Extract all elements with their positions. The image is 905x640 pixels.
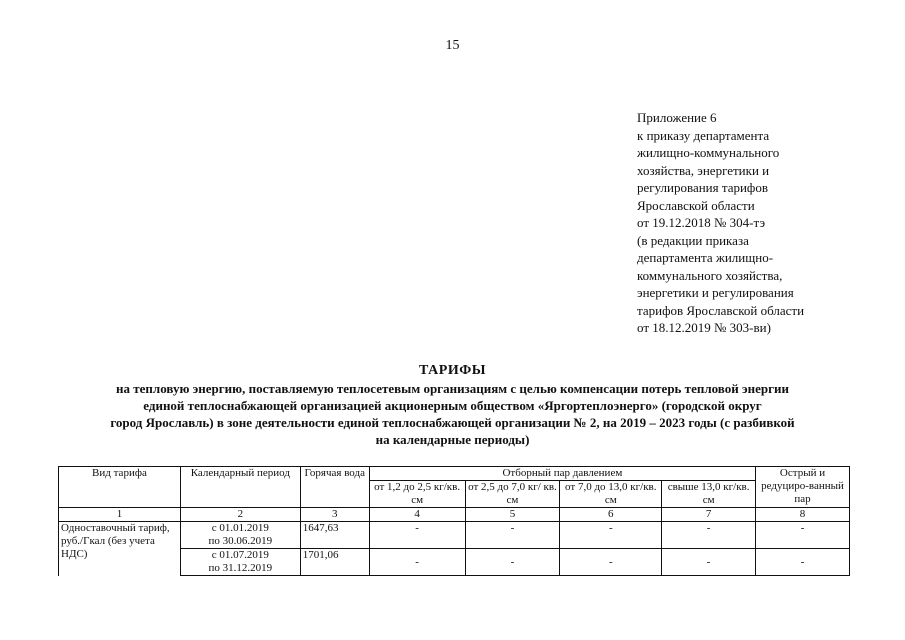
header-steam-4: свыше 13,0 кг/кв. см [662, 481, 756, 508]
title-main: ТАРИФЫ [419, 363, 486, 378]
hot-water-value: 1647,63 [300, 522, 369, 549]
column-number: 6 [560, 508, 662, 522]
title-line: единой теплоснабжающей организацией акционерным обществом «Яргортеплоэнерго» (городской округ [143, 398, 762, 413]
header-steam-group: Отборный пар давлением [369, 467, 755, 481]
column-number: 4 [369, 508, 465, 522]
annex-line: Ярославской области [637, 197, 755, 213]
title-line: на тепловую энергию, поставляемую теплосетевым организациям с целью компенсации потерь тепловой энергии [116, 381, 789, 396]
column-number-row [59, 508, 850, 522]
period-to: по 31.12.2019 [208, 562, 273, 574]
column-number: 3 [300, 508, 369, 522]
header-period: Календарный период [180, 467, 300, 508]
period-from: с 01.07.2019 [211, 549, 269, 561]
steam-4-value: - [662, 549, 756, 576]
column-number: 1 [59, 508, 181, 522]
title-line: на календарные периоды) [375, 432, 530, 447]
annex-line: департамента жилищно- [637, 250, 774, 265]
steam-3-value: - [560, 549, 662, 576]
column-number: 2 [180, 508, 300, 522]
steam-1-value: - [369, 549, 465, 576]
annex-line: к приказу департамента [637, 127, 770, 143]
period-cell [180, 522, 300, 549]
annex-line: регулирования тарифов [637, 180, 768, 195]
steam-3-value: - [560, 522, 662, 549]
title-line: город Ярославль) в зоне деятельности единой теплоснабжающей организации № 2, на 2019 – 2023 годы (с разбивкой [110, 415, 795, 430]
table-row [59, 522, 850, 549]
period-from: с 01.01.2019 [211, 522, 269, 534]
column-number: 5 [465, 508, 560, 522]
steam-1-value: - [369, 522, 465, 549]
header-steam-3: от 7,0 до 13,0 кг/кв. см [560, 481, 662, 508]
period-cell [180, 549, 300, 576]
header-hot-water: Горячая вода [300, 467, 369, 508]
annex-line: (в редакции приказа [637, 232, 749, 248]
steam-2-value: - [465, 549, 560, 576]
tariff-name: Одноставочный тариф, руб./Гкал (без учета НДС) [59, 522, 181, 576]
steam-4-value: - [662, 522, 756, 549]
annex-line: жилищно-коммунального [637, 145, 780, 160]
steam-2-value: - [465, 522, 560, 549]
annex-line: энергетики и регулирования [637, 285, 794, 300]
tariff-table [58, 466, 850, 576]
sharp-steam-value: - [756, 549, 850, 576]
sharp-steam-value: - [756, 522, 850, 549]
page-number: 15 [445, 38, 460, 53]
annex-line: от 18.12.2019 № 303-ви) [637, 320, 771, 335]
document-title [40, 362, 865, 448]
column-number: 7 [662, 508, 756, 522]
annex-line: тарифов Ярославской области [637, 302, 805, 318]
header-steam-1: от 1,2 до 2,5 кг/кв. см [369, 481, 465, 508]
annex-line: от 19.12.2018 № 304-тэ [637, 215, 766, 230]
annex-block [637, 109, 877, 337]
header-tariff-type: Вид тарифа [59, 467, 181, 508]
column-number: 8 [756, 508, 850, 522]
hot-water-value: 1701,06 [300, 549, 369, 576]
header-steam-2: от 2,5 до 7,0 кг/ кв. см [465, 481, 560, 508]
period-to: по 30.06.2019 [208, 535, 273, 547]
annex-line: Приложение 6 [637, 110, 717, 125]
annex-line: коммунального хозяйства, [637, 267, 783, 283]
annex-line: хозяйства, энергетики и [637, 162, 770, 178]
header-sharp-steam: Острый и редуциро-ванный пар [756, 467, 850, 508]
